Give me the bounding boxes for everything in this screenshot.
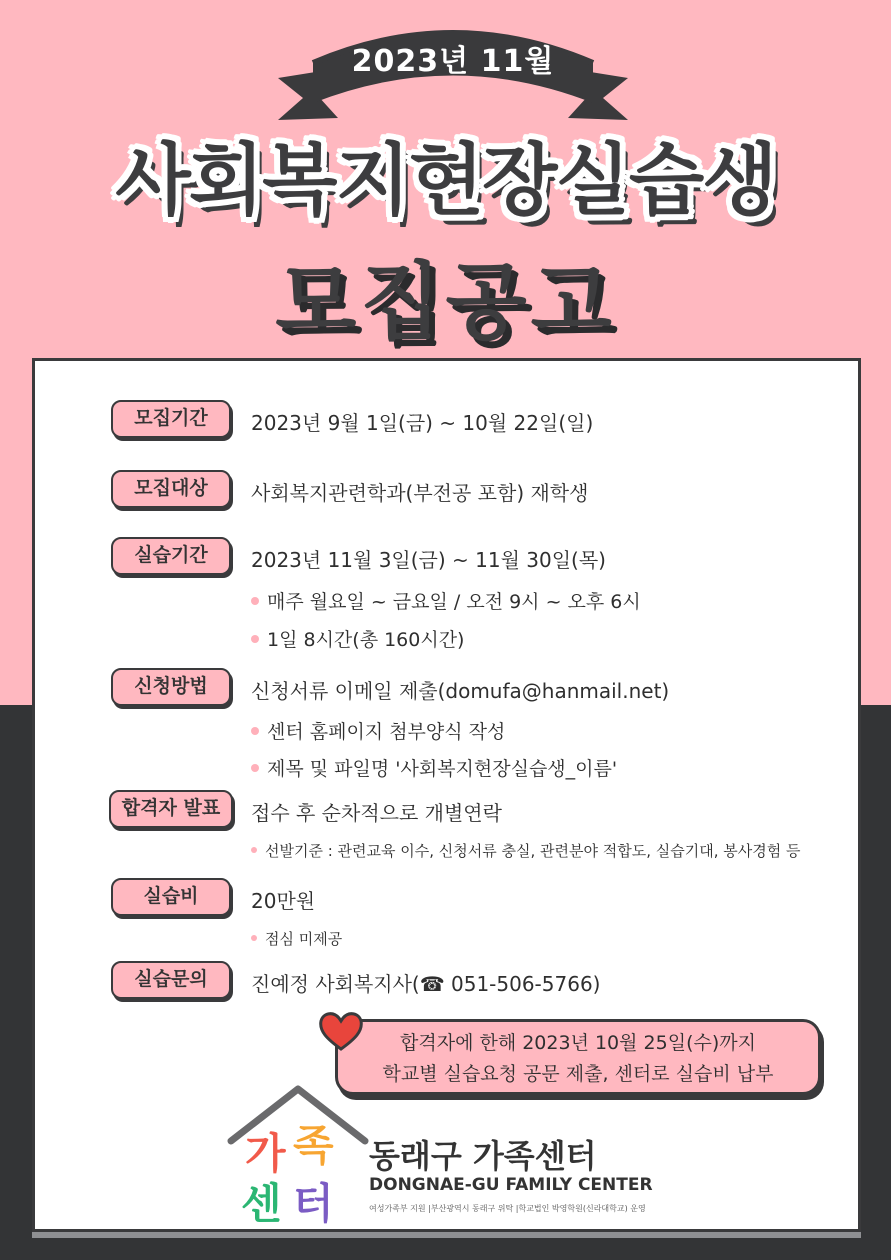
organization-name: 동래구 가족센터	[369, 1137, 597, 1175]
date-ribbon	[258, 8, 648, 128]
tag-announcement: 합격자 발표	[109, 790, 233, 828]
notice-box	[335, 1019, 821, 1095]
apply-method-text: 신청서류 이메일 제출(domufa@hanmail.net)	[251, 679, 670, 703]
notice-line-2: 학교별 실습요청 공문 제출, 센터로 실습비 납부	[382, 1063, 774, 1085]
info-card	[32, 358, 861, 1232]
list-item: 선발기준 : 관련교육 이수, 신청서류 충실, 관련분야 적합도, 실습기대, 봉사경험 등	[251, 840, 801, 861]
heart-icon	[317, 1009, 365, 1053]
practice-period-text: 2023년 11월 3일(금) ~ 11월 30일(목)	[251, 548, 606, 572]
logo-char-jok: 족	[293, 1121, 334, 1170]
bullet-dot	[251, 847, 257, 853]
bullet-dot	[251, 764, 259, 772]
tag-apply-method: 신청방법	[111, 668, 231, 706]
tag-inquiry: 실습문의	[111, 961, 231, 999]
bullet-dot	[251, 635, 259, 643]
tag-recruit-target: 모집대상	[111, 470, 231, 508]
notice-line-1: 합격자에 한해 2023년 10월 25일(수)까지	[400, 1032, 756, 1054]
recruit-period-text: 2023년 9월 1일(금) ~ 10월 22일(일)	[251, 411, 594, 435]
organization-name-en: DONGNAE-GU FAMILY CENTER	[369, 1175, 653, 1195]
bullet-dot	[251, 727, 259, 735]
page-title: 사회복지현장실습생	[115, 136, 776, 226]
date-label: 2023년 11월	[351, 44, 555, 79]
list-item: 제목 및 파일명 '사회복지현장실습생_이름'	[251, 754, 617, 781]
tag-practice-period: 실습기간	[111, 537, 231, 575]
organization-affiliation: 여성가족부 지원 |부산광역시 동래구 위탁 |학교법인 박영학원(신라대학교) 운영	[369, 1204, 646, 1213]
inquiry-text: 진예정 사회복지사(☎ 051-506-5766)	[251, 972, 601, 996]
practice-fee-text: 20만원	[251, 889, 316, 913]
tag-recruit-period: 모집기간	[111, 400, 231, 438]
family-center-logo	[223, 1083, 373, 1228]
list-item: 점심 미제공	[251, 928, 342, 949]
bullet-dot	[251, 935, 257, 941]
announcement-text: 접수 후 순차적으로 개별연락	[251, 801, 502, 825]
list-item: 센터 홈페이지 첨부양식 작성	[251, 717, 505, 744]
logo-char-sen: 센	[241, 1179, 282, 1228]
list-item: 1일 8시간(총 160시간)	[251, 625, 464, 652]
logo-char-teo: 터	[293, 1179, 334, 1228]
recruit-target-text: 사회복지관련학과(부전공 포함) 재학생	[251, 481, 589, 505]
page-subtitle: 모집공고	[275, 253, 616, 351]
tag-practice-fee: 실습비	[111, 878, 231, 916]
bullet-dot	[251, 597, 259, 605]
list-item: 매주 월요일 ~ 금요일 / 오전 9시 ~ 오후 6시	[251, 587, 641, 614]
logo-char-ga: 가	[245, 1129, 286, 1178]
